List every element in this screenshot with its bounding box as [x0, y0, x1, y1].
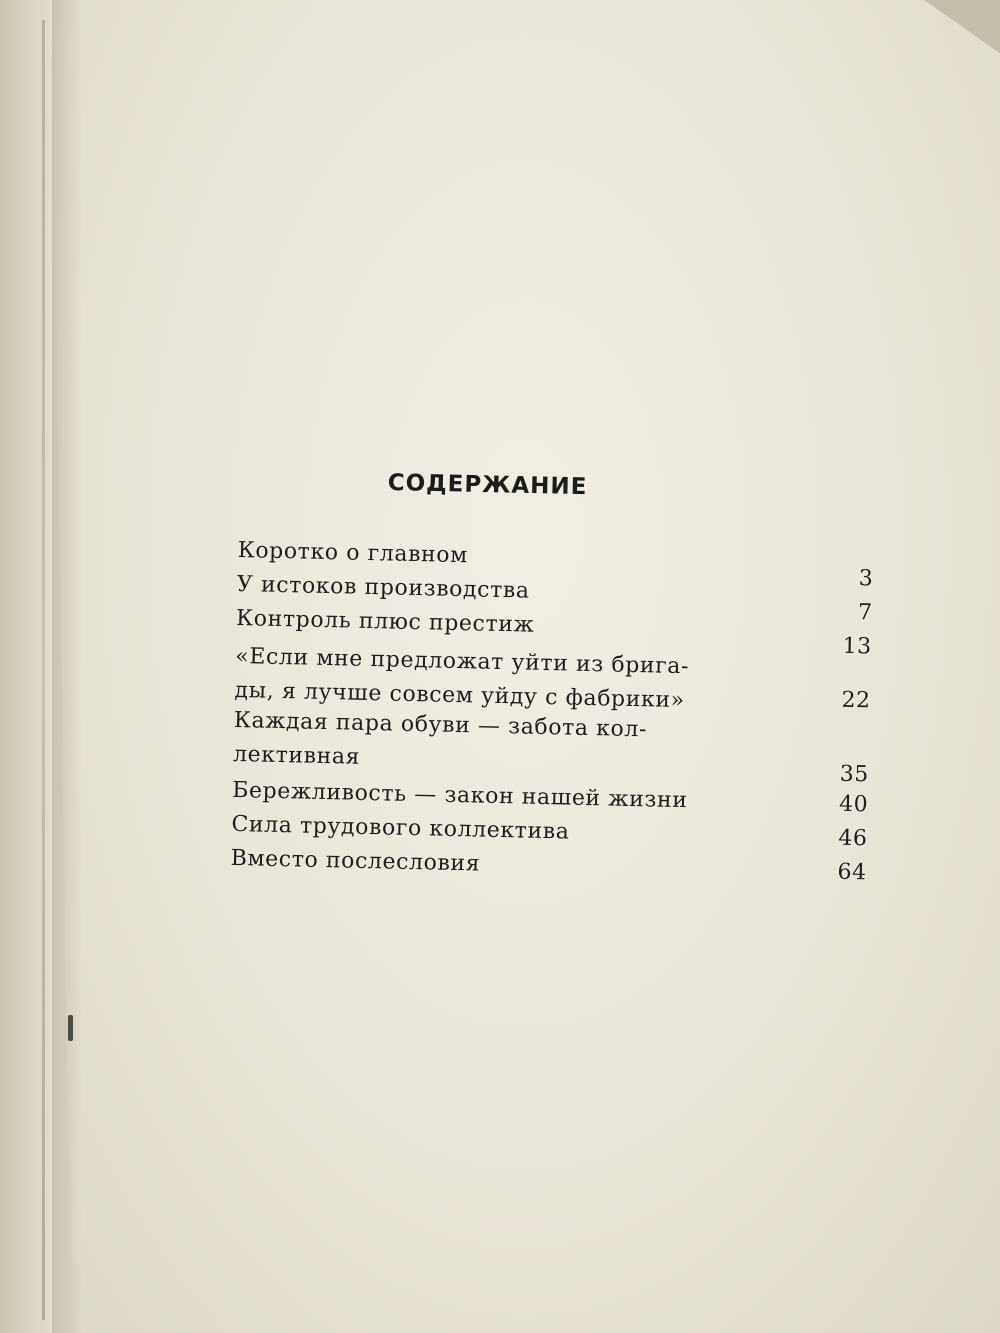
toc-entry-page: 3: [858, 566, 874, 592]
toc-entry-page: 40: [838, 791, 869, 818]
toc-entry-page: 64: [837, 859, 867, 886]
table-of-contents: [230, 538, 898, 895]
toc-entry-page: 46: [838, 825, 868, 852]
toc-entry-page: 13: [842, 633, 872, 660]
toc-entry-title-line2: лективная: [232, 741, 361, 770]
toc-entry-title: Коротко о главном: [237, 538, 469, 569]
toc-entry-page: 7: [857, 600, 873, 626]
toc-entry-page: 22: [841, 687, 871, 714]
toc-entry-title-line1: Каждая пара обуви — забота кол-: [233, 707, 648, 743]
toc-entry-page: 35: [839, 761, 870, 788]
toc-entry-title: Контроль плюс престиж: [235, 605, 535, 638]
toc-entry-title-line2: ды, я лучше совсем уйду с фабрики»: [234, 677, 685, 714]
toc-entry-title: Сила трудового коллектива: [231, 811, 570, 845]
contents-heading: СОДЕРЖАНИЕ: [387, 470, 588, 501]
toc-entry-title: Бережливость — закон нашей жизни: [231, 777, 688, 814]
binding-mark: [68, 1015, 73, 1041]
toc-entry-title-line1: «Если мне предложат уйти из брига-: [235, 643, 690, 680]
underlying-page-edge: [42, 20, 45, 1320]
toc-entry-title: Вместо послесловия: [230, 845, 481, 877]
toc-entry-title: У истоков производства: [236, 571, 530, 604]
page-fold-shadow: [52, 0, 82, 1333]
toc-entry-title: [233, 704, 774, 784]
